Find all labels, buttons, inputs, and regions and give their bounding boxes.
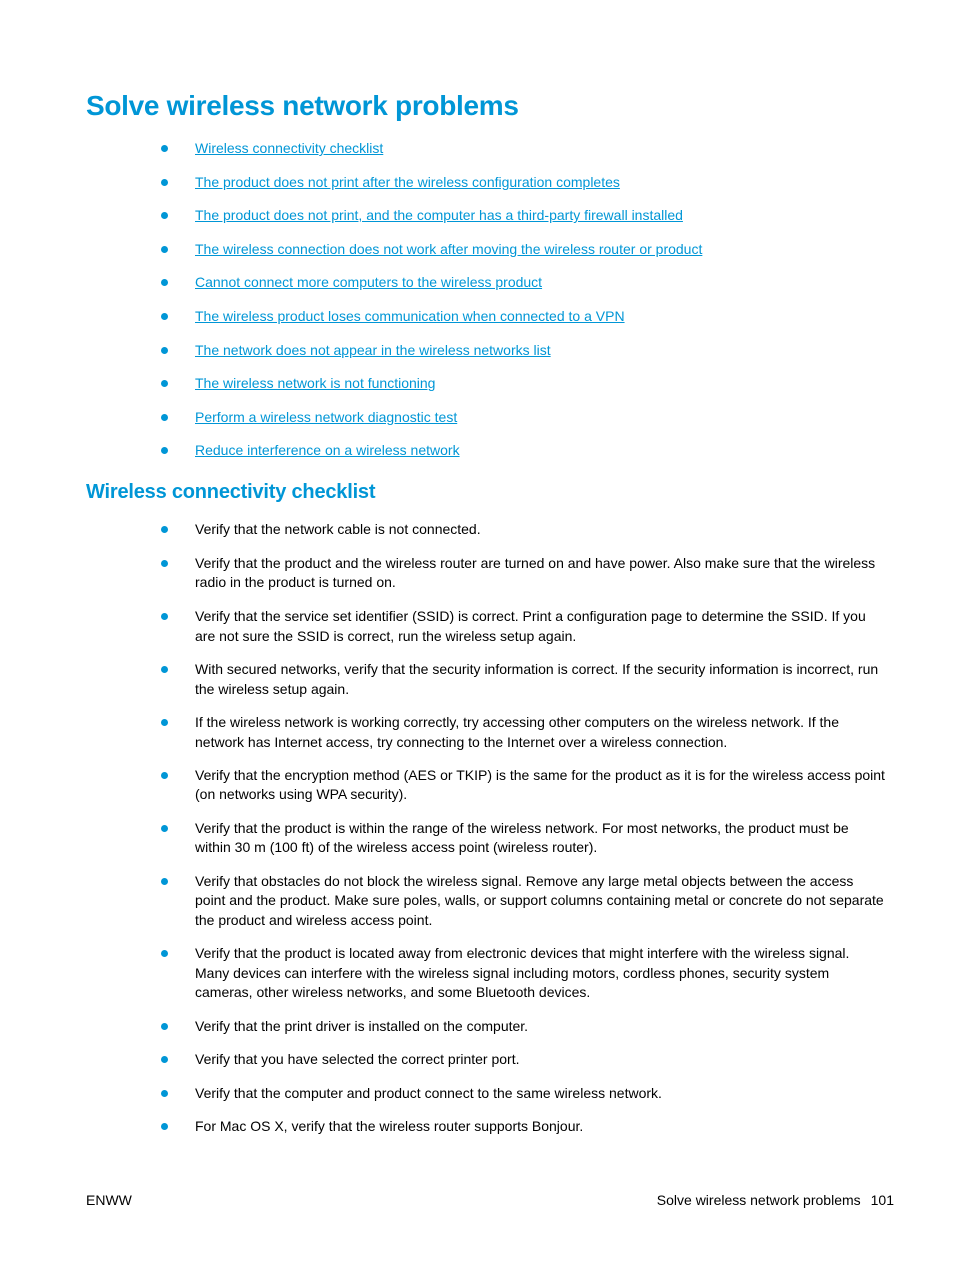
bullet-icon [161,878,168,885]
checklist-text: Verify that the product is within the range of the wireless network. For most networks, the product must be within 30 m (100 ft) of the wireless access point (wireless router). [195,819,849,856]
topic-link[interactable]: The product does not print, and the computer has a third-party firewall installed [195,207,683,224]
bullet-icon [161,950,168,957]
bullet-icon [161,560,168,567]
checklist-text: Verify that obstacles do not block the wireless signal. Remove any large metal objects between the access point and the product. Make sure poles, walls, or support columns containing metal or concrete do not separate the product and wireless access point. [195,872,884,928]
bullet-icon [161,666,168,673]
footer-page-info [657,1192,894,1208]
section-title: Wireless connectivity checklist [86,481,376,503]
bullet-icon [161,279,168,286]
footer-section-title: Solve wireless network problems [656,1192,861,1208]
checklist-text: Verify that the computer and product connect to the same wireless network. [195,1084,662,1101]
checklist-text: Verify that the print driver is installed on the computer. [195,1017,529,1034]
bullet-icon [161,825,168,832]
topic-link[interactable]: Wireless connectivity checklist [195,140,384,156]
topic-link[interactable]: The wireless network is not functioning [195,375,436,392]
checklist-text: Verify that the network cable is not connected. [195,521,481,537]
checklist-text: Verify that the service set identifier (SSID) is correct. Print a configuration page to determine the SSID. If you are not sure the SSID is correct, run the wireless setup again. [195,608,866,644]
bullet-icon [161,772,168,779]
bullet-icon [161,719,168,726]
bullet-icon [161,414,168,421]
bullet-icon [161,347,168,354]
topic-link[interactable]: The wireless connection does not work after moving the wireless router or product [195,240,703,257]
checklist-text: With secured networks, verify that the security information is correct. If the security information is incorrect, run the wireless setup again. [195,661,879,697]
bullet-icon [161,313,168,320]
topic-link[interactable]: The wireless product loses communication when connected to a VPN [195,308,625,324]
bullet-icon [161,1056,168,1063]
bullet-icon [161,246,168,253]
bullet-icon [161,526,168,533]
bullet-icon [161,1090,168,1097]
topic-link[interactable]: Reduce interference on a wireless network [195,442,460,459]
footer-edition: ENWW [86,1192,132,1208]
topic-link[interactable]: Cannot connect more computers to the wireless product [195,274,543,291]
bullet-icon [161,212,168,219]
bullet-icon [161,447,168,454]
bullet-icon [161,145,168,152]
checklist-text: Verify that you have selected the correct printer port. [195,1051,520,1067]
checklist-text: Verify that the encryption method (AES or TKIP) is the same for the product as it is for the wireless access point (on networks using WPA security). [195,766,885,803]
page-title: Solve wireless network problems [86,90,519,121]
topic-link[interactable]: Perform a wireless network diagnostic test [195,408,458,425]
bullet-icon [161,1023,168,1030]
bullet-icon [161,179,168,186]
bullet-icon [161,1123,168,1130]
checklist-text: Verify that the product is located away from electronic devices that might interfere with the wireless signal. Many devices can interfere with the wireless signal including motors, cordless phones, security system cameras, other wireless networks, and some Bluetooth devices. [195,945,850,1001]
checklist-text: For Mac OS X, verify that the wireless router supports Bonjour. [195,1118,584,1134]
page-number: 101 [870,1192,894,1208]
checklist-text: Verify that the product and the wireless router are turned on and have power. Also make sure that the wireless radio in the product is turned on. [195,554,876,591]
topic-link[interactable]: The product does not print after the wireless configuration completes [195,173,620,190]
checklist-text: If the wireless network is working correctly, try accessing other computers on the wireless network. If the network has Internet access, try connecting to the Internet over a wireless connection. [195,714,839,750]
bullet-icon [161,613,168,620]
topic-link[interactable]: The network does not appear in the wireless networks list [195,341,551,358]
bullet-icon [161,380,168,387]
